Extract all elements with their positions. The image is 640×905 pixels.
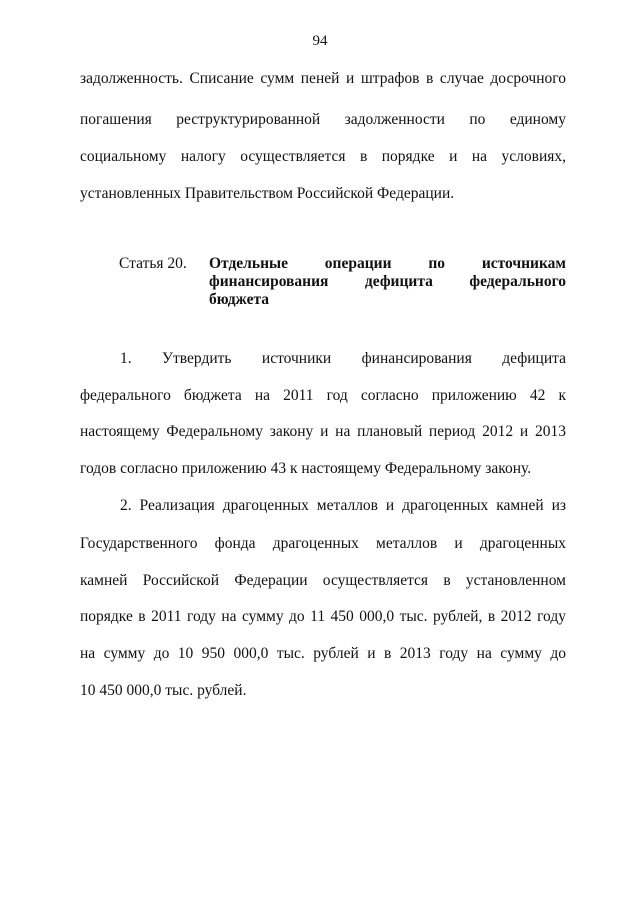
article-label: Статья 20.: [119, 255, 187, 272]
intro-line: задолженность. Списание сумм пеней и штрафов в случае досрочного: [80, 70, 566, 87]
paragraph-2-line: камней Российской Федерации осуществляется в установленном: [80, 572, 566, 589]
intro-line: погашения реструктурированной задолженности по единому: [80, 111, 566, 128]
paragraph-1-line: федерального бюджета на 2011 год согласно приложению 42 к: [80, 387, 566, 404]
article-title-line: финансирования дефицита федерального: [209, 273, 566, 290]
intro-line: социальному налогу осуществляется в порядке и на условиях,: [80, 148, 566, 165]
paragraph-1-line: годов согласно приложению 43 к настоящему Федеральному закону.: [80, 460, 532, 477]
article-title-line: бюджета: [209, 291, 270, 308]
paragraph-2-line: на сумму до 10 950 000,0 тыс. рублей и в 2013 году на сумму до: [80, 645, 566, 662]
intro-line: установленных Правительством Российской Федерации.: [80, 185, 455, 202]
paragraph-1-line: 1. Утвердить источники финансирования дефицита: [120, 350, 566, 367]
paragraph-2-line: Государственного фонда драгоценных металлов и драгоценных: [80, 535, 566, 552]
paragraph-1-line: настоящему Федеральному закону и на плановый период 2012 и 2013: [80, 423, 566, 440]
paragraph-2-line: порядке в 2011 году на сумму до 11 450 000,0 тыс. рублей, в 2012 году: [80, 608, 566, 625]
page-number: 94: [312, 33, 328, 49]
article-title-line: Отдельные операции по источникам: [209, 255, 566, 272]
paragraph-2-line: 10 450 000,0 тыс. рублей.: [80, 682, 247, 699]
paragraph-2-line: 2. Реализация драгоценных металлов и драгоценных камней из: [120, 497, 566, 514]
